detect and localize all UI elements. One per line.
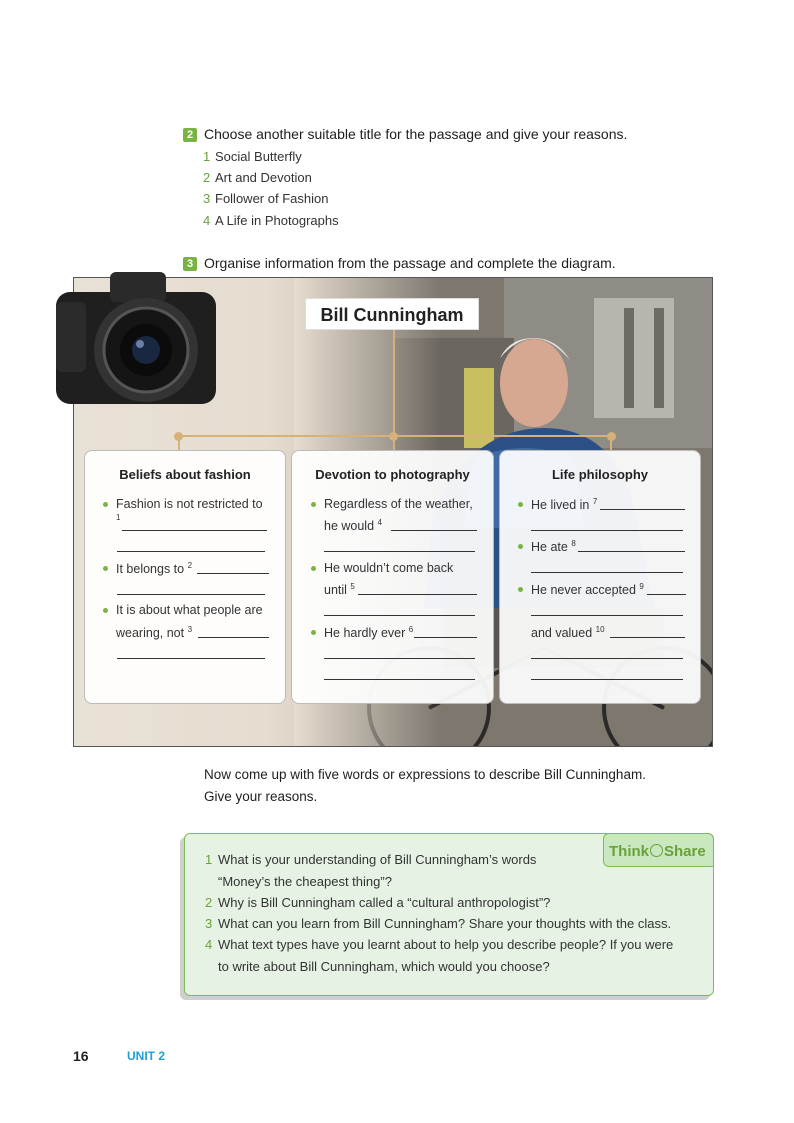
option-label: A Life in Photographs [215, 213, 339, 228]
answer-blank-6[interactable] [414, 637, 477, 638]
card-title: Beliefs about fashion [119, 467, 251, 482]
card-line [324, 582, 355, 597]
card-line: Fashion is not restricted to [116, 497, 263, 511]
task-2-instruction: Choose another suitable title for the passage and give your reasons. [204, 126, 628, 142]
answer-blank-4[interactable] [391, 530, 477, 531]
line-text: He ate [531, 540, 568, 555]
card-line [531, 625, 605, 640]
answer-blank-6c[interactable] [324, 679, 475, 680]
blank-number [116, 513, 120, 528]
answer-blank-8b[interactable] [531, 572, 683, 573]
line-text: he would [324, 519, 375, 534]
line-text: He never accepted [531, 583, 636, 598]
camera-icon [50, 262, 222, 408]
option-4 [203, 213, 339, 228]
answer-blank-1b[interactable] [117, 551, 265, 552]
question-text: What text types have you learnt about to help you describe people? If you were [218, 937, 674, 952]
option-label: Art and Devotion [215, 170, 312, 185]
answer-blank-3[interactable] [198, 637, 269, 638]
answer-blank-10c[interactable] [531, 679, 683, 680]
question-1-cont: “Money’s the cheapest thing”? [218, 874, 392, 889]
question-3 [205, 916, 671, 931]
bullet [311, 630, 316, 635]
answer-blank-5[interactable] [358, 594, 477, 595]
answer-blank-1[interactable] [122, 530, 267, 531]
answer-blank-4b[interactable] [324, 551, 475, 552]
option-number: 1 [203, 149, 211, 164]
connector-drop [178, 437, 180, 450]
diagram-title: Bill Cunningham [305, 298, 479, 330]
bullet [518, 587, 523, 592]
card-line [324, 625, 413, 640]
question-number: 4 [205, 937, 213, 952]
unit-label: UNIT 2 [127, 1049, 166, 1063]
question-4 [205, 937, 673, 952]
connector-vertical [393, 330, 395, 438]
connector-drop [393, 437, 395, 450]
line-text: It belongs to [116, 562, 185, 577]
superscript: 1 [116, 513, 121, 522]
card-line [531, 582, 644, 597]
think-label: Think [609, 843, 649, 860]
answer-blank-10[interactable] [610, 637, 685, 638]
line-text: He hardly ever [324, 626, 406, 641]
question-text: What can you learn from Bill Cunningham? Share your thoughts with the class. [218, 916, 672, 931]
superscript: 9 [639, 582, 644, 591]
answer-blank-7b[interactable] [531, 530, 683, 531]
superscript: 6 [408, 625, 414, 634]
card-line: He wouldn’t come back [324, 561, 454, 575]
answer-blank-9[interactable] [647, 594, 686, 595]
bullet [311, 502, 316, 507]
bullet [311, 566, 316, 571]
bullet [103, 502, 108, 507]
question-number: 1 [205, 852, 213, 867]
question-text: Why is Bill Cunningham called a “cultural anthropologist”? [218, 895, 551, 910]
task-3-instruction: Organise information from the passage and complete the diagram. [204, 255, 616, 271]
line-text: until [324, 583, 347, 598]
answer-blank-7[interactable] [600, 509, 685, 510]
card-beliefs-about-fashion [84, 450, 286, 704]
task-2-badge: 2 [183, 128, 197, 142]
share-label: Share [664, 843, 706, 860]
bullet [103, 608, 108, 613]
bullet [518, 502, 523, 507]
card-line [531, 497, 597, 512]
card-line [531, 539, 576, 554]
line-text: and valued [531, 626, 593, 641]
superscript: 10 [595, 625, 605, 634]
answer-blank-5b[interactable] [324, 615, 475, 616]
superscript: 5 [350, 582, 355, 591]
answer-blank-8[interactable] [578, 551, 685, 552]
question-4-cont: to write about Bill Cunningham, which would you choose? [218, 959, 550, 974]
card-title: Life philosophy [551, 467, 649, 482]
bulb-icon [650, 844, 663, 857]
option-label: Follower of Fashion [215, 191, 329, 206]
think-share-label [609, 843, 706, 860]
prompt-line-2: Give your reasons. [204, 789, 318, 804]
option-number: 3 [203, 191, 211, 206]
card-line [116, 625, 192, 640]
line-text: wearing, not [116, 626, 185, 641]
superscript: 2 [187, 561, 193, 570]
option-label: Social Butterfly [215, 149, 302, 164]
answer-blank-2b[interactable] [117, 594, 265, 595]
card-line [324, 518, 382, 533]
connector-drop [610, 437, 612, 450]
bullet [103, 566, 108, 571]
superscript: 3 [187, 625, 193, 634]
option-1 [203, 149, 302, 164]
bullet [518, 544, 523, 549]
card-life-philosophy [499, 450, 701, 704]
question-number: 3 [205, 916, 213, 931]
option-number: 4 [203, 213, 211, 228]
card-title: Devotion to photography [315, 467, 470, 482]
superscript: 8 [571, 539, 576, 548]
option-number: 2 [203, 170, 211, 185]
question-2 [205, 895, 550, 910]
answer-blank-3b[interactable] [117, 658, 265, 659]
card-line [116, 561, 192, 576]
option-2 [203, 170, 312, 185]
line-text: He lived in [531, 498, 590, 513]
option-3 [203, 191, 328, 206]
card-line: Regardless of the weather, [324, 497, 473, 511]
card-devotion-to-photography [291, 450, 494, 704]
question-text: What is your understanding of Bill Cunningham’s words [218, 852, 537, 867]
page-number: 16 [73, 1048, 89, 1064]
question-1 [205, 852, 536, 867]
answer-blank-9b[interactable] [531, 615, 683, 616]
task-3-badge: 3 [183, 257, 197, 271]
answer-blank-6b[interactable] [324, 658, 475, 659]
answer-blank-10b[interactable] [531, 658, 683, 659]
superscript: 4 [377, 518, 382, 527]
question-number: 2 [205, 895, 213, 910]
superscript: 7 [592, 497, 598, 506]
card-line: It is about what people are [116, 603, 263, 617]
answer-blank-2[interactable] [197, 573, 269, 574]
prompt-line-1: Now come up with five words or expressions to describe Bill Cunningham. [204, 767, 646, 782]
